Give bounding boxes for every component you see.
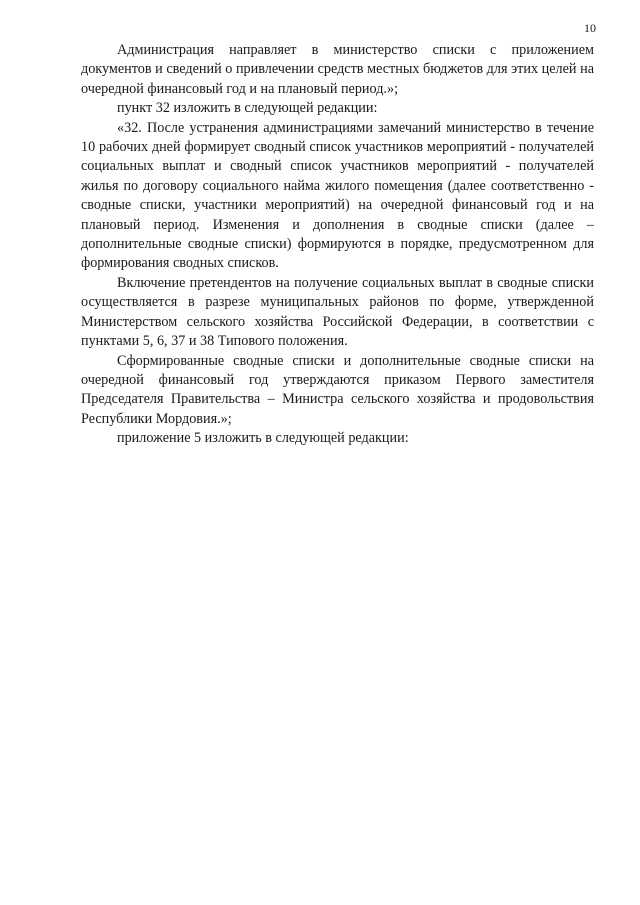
paragraph-point-32: «32. После устранения администрациями замечаний министерство в течение 10 рабочих дней формирует сводный список участников мероприятий - получателей социальных выплат и сводный список участников мероприятий - получателей жилья по договору социального найма жилого помещения (далее соответственно - сводные списки, участники мероприятий) на очередной финансовый год и на плановый период. Изменения и дополнения в сводные списки (далее – дополнительные сводные списки) формируются в порядке, предусмотренном для формирования сводных списков.: [81, 119, 594, 272]
page-number: 10: [584, 21, 596, 35]
paragraph-approval: Сформированные сводные списки и дополнительные сводные списки на очередной финансовый год утверждаются приказом Первого заместителя Председателя Правительства – Министра сельского хозяйства и продовольствия Республики Мордовия.»;: [81, 352, 594, 427]
paragraph-point-32-intro: пункт 32 изложить в следующей редакции:: [117, 100, 378, 117]
paragraph-inclusion: Включение претендентов на получение социальных выплат в сводные списки осуществляется в разрезе муниципальных районов по форме, утвержденной Министерством сельского хозяйства Российской Федерации, в соответствии с пунктами 5, 6, 37 и 38 Типового положения.: [81, 274, 594, 350]
paragraph-appendix-5: приложение 5 изложить в следующей редакции:: [117, 430, 409, 447]
paragraph-admin-lists: Администрация направляет в министерство списки с приложением документов и сведений о привлечении средств местных бюджетов для этих целей на очередной финансовый год и на плановый период.»;: [81, 42, 594, 97]
document-body: [81, 41, 594, 449]
